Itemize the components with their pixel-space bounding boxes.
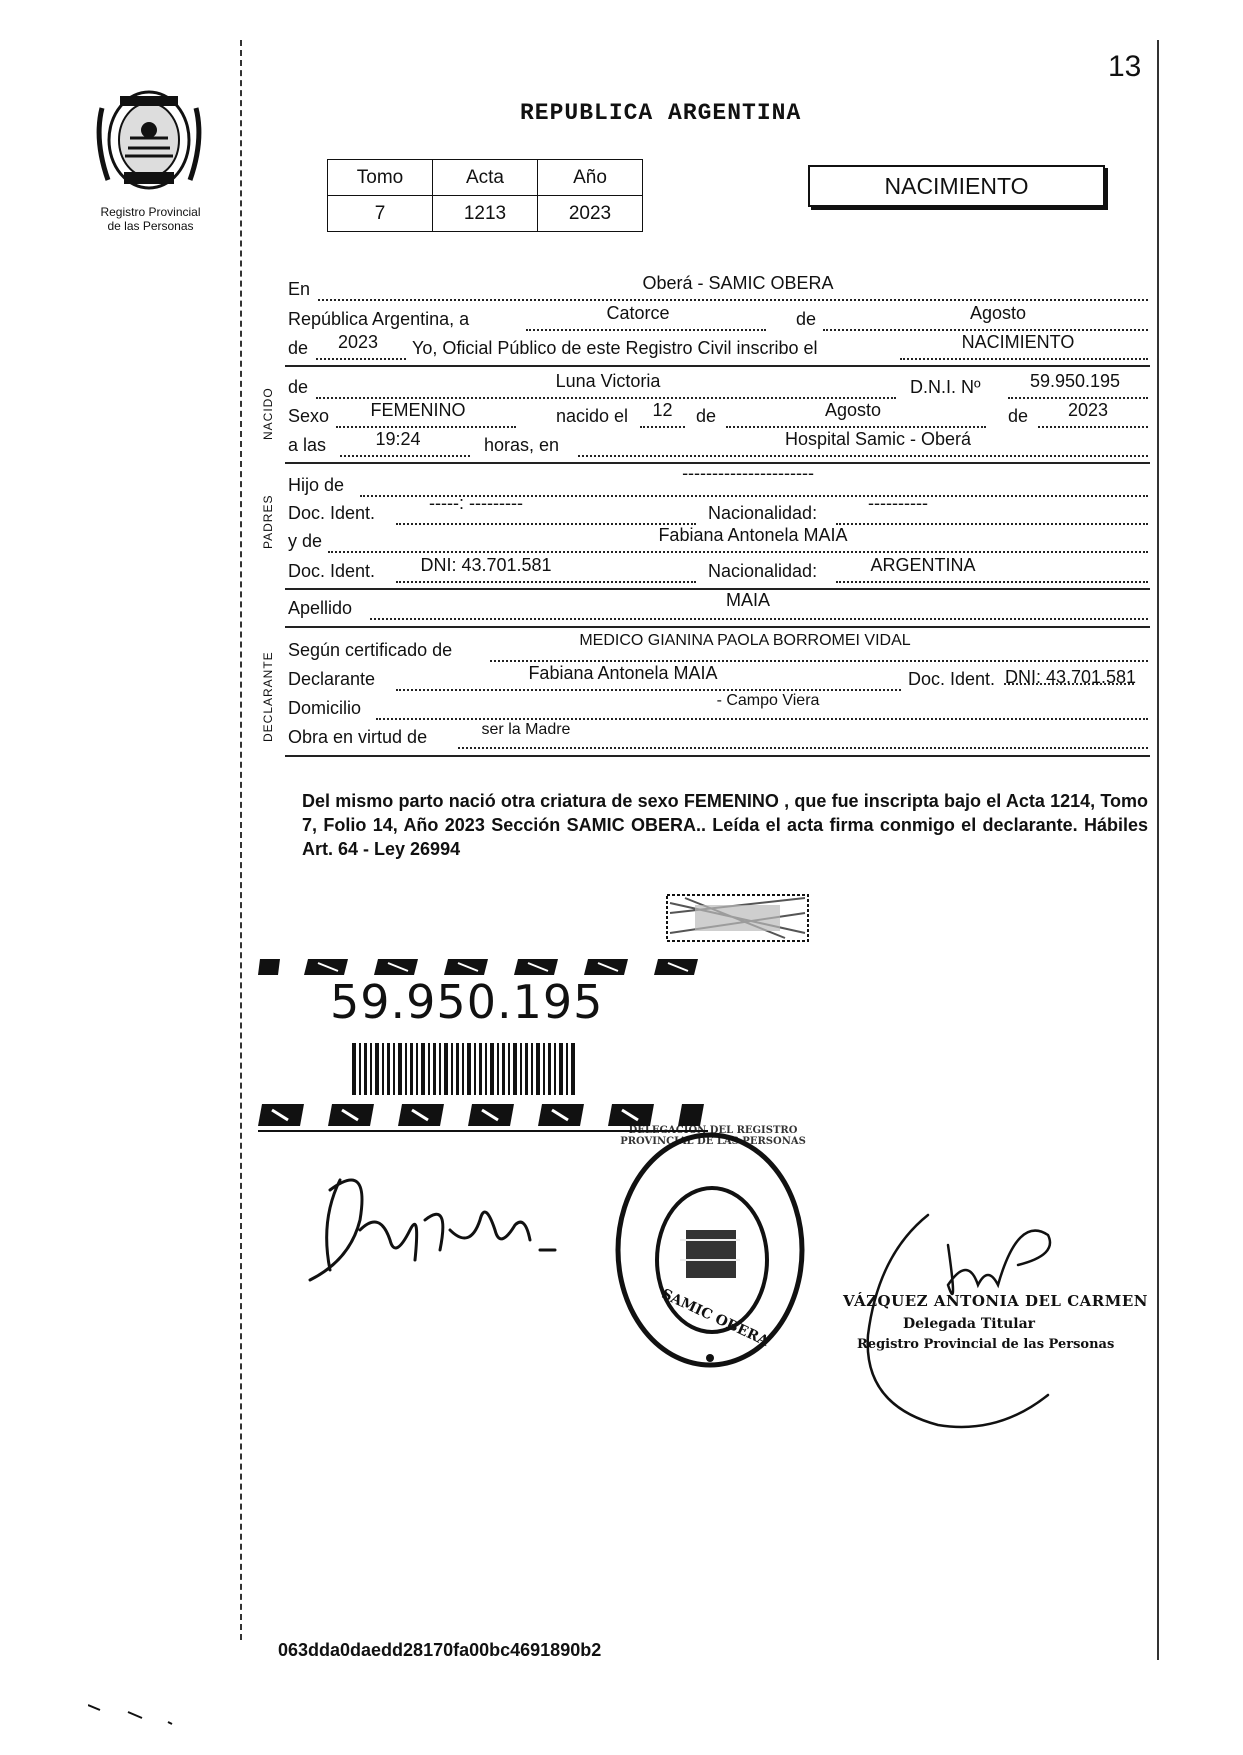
value-year: 2023 xyxy=(337,332,379,352)
label-nacionalidad-1: Nacionalidad: xyxy=(708,503,818,523)
value-certificate: MEDICO GIANINA PAOLA BORROMEI VIDAL xyxy=(579,632,911,649)
label-de-year: de xyxy=(288,338,309,358)
label-obra-virtud: Obra en virtud de xyxy=(288,727,428,747)
header-tomo: Tomo xyxy=(328,160,433,196)
logo-caption-line2: de las Personas xyxy=(107,219,194,233)
section-label-nacido: NACIDO xyxy=(261,387,275,440)
page-number: 13 xyxy=(1108,50,1142,83)
logo-caption xyxy=(78,205,223,233)
row-certificate xyxy=(288,632,1148,664)
value-dni: 59.950.195 xyxy=(1029,371,1121,391)
divider-5 xyxy=(285,755,1150,757)
value-mother: Fabiana Antonela MAIA xyxy=(658,525,848,545)
label-apellido: Apellido xyxy=(288,598,353,618)
row-surname xyxy=(288,590,1148,622)
label-segun-certificado: Según certificado de xyxy=(288,640,453,660)
value-father-nat: ---------- xyxy=(868,493,928,513)
stamp-ring-text: DELEGACIÓN DEL REGISTRO PROVINCIAL DE LAS PERSONAS xyxy=(620,1125,806,1147)
label-hijo-de: Hijo de xyxy=(288,475,345,495)
declarant-signature xyxy=(300,1160,580,1290)
value-birth-day: 12 xyxy=(652,400,673,420)
official-office: Registro Provincial de las Personas xyxy=(857,1337,1115,1352)
row-en xyxy=(288,273,1148,303)
value-place: Oberá - SAMIC OBERA xyxy=(642,273,834,293)
label-dni: D.N.I. Nº xyxy=(910,377,981,397)
observations-note: Del mismo parto nació otra criatura de sexo FEMENINO , que fue inscripta bajo el Acta 1214, Tomo 7, Folio 14, Año 2023 Sección SAMIC OBERA.. Leída el acta firma conmigo el declarante. Hábiles Art. 64 - Ley 26994 xyxy=(302,791,1148,859)
label-declarante: Declarante xyxy=(288,669,376,689)
label-y-de: y de xyxy=(288,531,323,551)
value-tomo: 7 xyxy=(328,196,433,232)
registry-table-header xyxy=(328,160,643,196)
barcode xyxy=(352,1043,578,1095)
label-de-m: de xyxy=(696,406,717,426)
label-nacionalidad-2: Nacionalidad: xyxy=(708,561,818,581)
row-sex xyxy=(288,400,1148,430)
value-birth-year: 2023 xyxy=(1067,400,1109,420)
value-declarant-doc: DNI: 43.701.581 xyxy=(1004,667,1137,687)
scan-marks xyxy=(88,1700,188,1730)
label-doc-ident-1: Doc. Ident. xyxy=(288,503,376,523)
label-de-name: de xyxy=(288,377,309,397)
official-role: Delegada Titular xyxy=(903,1316,1036,1332)
province-seal-logo xyxy=(90,88,208,193)
label-republica: República Argentina, a xyxy=(288,309,470,329)
value-declarant: Fabiana Antonela MAIA xyxy=(528,663,718,683)
value-acta: 1213 xyxy=(433,196,538,232)
right-margin-line xyxy=(1157,40,1159,1660)
value-by-virtue: ser la Madre xyxy=(481,721,571,738)
stamp-center-text: SAMIC OBERA xyxy=(658,1286,772,1350)
official-stamp xyxy=(610,1130,810,1380)
row-republica xyxy=(288,303,1148,333)
value-day-words: Catorce xyxy=(606,303,670,323)
divider-1 xyxy=(285,365,1150,367)
value-birth-place: Hospital Samic - Oberá xyxy=(784,429,972,449)
row-declarant xyxy=(288,663,1148,693)
registry-table-values xyxy=(328,196,643,232)
value-surname: MAIA xyxy=(725,590,770,610)
label-a-las: a las xyxy=(288,435,327,455)
value-birth-month: Agosto xyxy=(824,400,882,420)
label-sexo: Sexo xyxy=(288,406,330,426)
registry-table xyxy=(327,159,643,232)
section-label-declarante: DECLARANTE xyxy=(261,651,275,742)
row-year-event xyxy=(288,332,1148,362)
official-signature xyxy=(848,1195,1108,1435)
row-address xyxy=(288,692,1148,722)
document-hash: 063dda0daedd28170fa00bc4691890b2 xyxy=(278,1640,602,1660)
label-domicilio: Domicilio xyxy=(288,698,362,718)
label-doc-ident-2: Doc. Ident. xyxy=(288,561,376,581)
security-strip-top xyxy=(258,955,708,977)
value-time: 19:24 xyxy=(375,429,421,449)
value-father: ---------------------- xyxy=(682,463,814,483)
value-anio: 2023 xyxy=(538,196,643,232)
left-margin-line xyxy=(240,40,242,1640)
security-hologram xyxy=(665,893,810,943)
document-type-box: NACIMIENTO xyxy=(808,165,1105,207)
value-name: Luna Victoria xyxy=(555,371,661,391)
label-de-y: de xyxy=(1008,406,1029,426)
label-horas-en: horas, en xyxy=(484,435,560,455)
value-address: - Campo Viera xyxy=(716,692,820,709)
value-month: Agosto xyxy=(969,303,1027,323)
header-acta: Acta xyxy=(433,160,538,196)
value-father-doc: -----: --------- xyxy=(429,493,523,513)
row-father-doc xyxy=(288,493,1148,527)
label-en: En xyxy=(288,279,311,299)
official-name: VÁZQUEZ ANTONIA DEL CARMEN xyxy=(843,1292,1148,1310)
logo-caption-line1: Registro Provincial xyxy=(100,205,201,219)
label-doc-ident-3: Doc. Ident. xyxy=(908,669,996,689)
divider-4 xyxy=(285,626,1150,628)
row-name xyxy=(288,371,1148,401)
value-mother-nat: ARGENTINA xyxy=(870,555,976,575)
row-by-virtue xyxy=(288,721,1148,751)
value-mother-doc: DNI: 43.701.581 xyxy=(420,555,552,575)
value-sex: FEMENINO xyxy=(370,400,466,420)
value-event: NACIMIENTO xyxy=(961,332,1075,352)
label-nacido-el: nacido el xyxy=(556,406,629,426)
dni-large-number: 59.950.195 xyxy=(330,975,604,1029)
row-mother-doc xyxy=(288,555,1148,585)
document-title: REPUBLICA ARGENTINA xyxy=(520,100,802,126)
header-anio: Año xyxy=(538,160,643,196)
label-oficial: Yo, Oficial Público de este Registro Civil inscribo el xyxy=(412,338,818,358)
section-label-padres: PADRES xyxy=(261,494,275,549)
row-time-place xyxy=(288,429,1148,459)
row-mother xyxy=(288,525,1148,555)
label-de-month: de xyxy=(796,309,817,329)
